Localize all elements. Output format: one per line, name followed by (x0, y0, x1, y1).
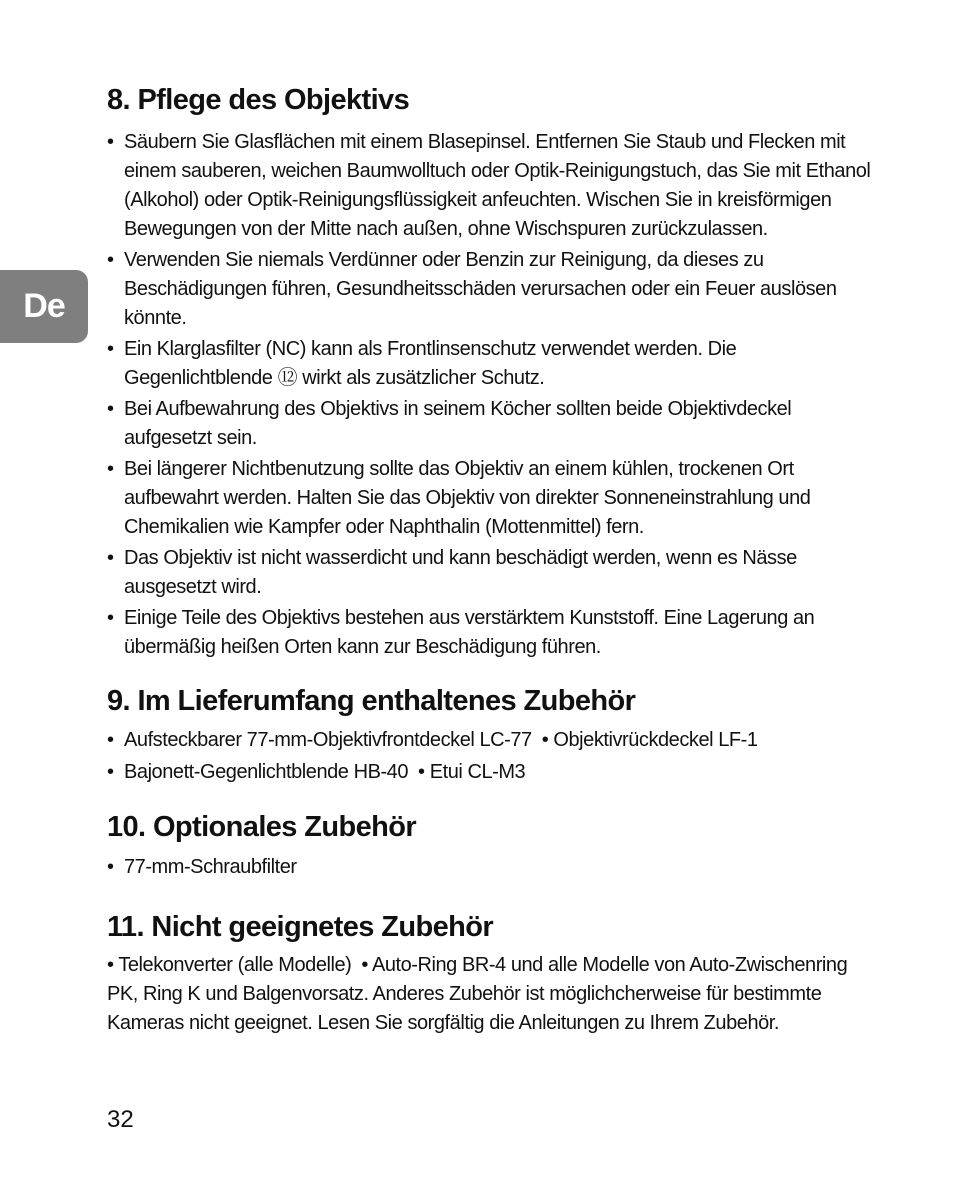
language-tab-label: De (23, 287, 65, 325)
section-incompatible-accessories (107, 907, 877, 1038)
bullet-icon: • (541, 729, 549, 751)
list-item-text: Auto-Ring BR-4 und alle Modelle von Auto-Zwischenring PK, Ring K und Balgenvorsatz. Anderes Zubehör ist möglichcherweise für bestimmte Kameras nicht geeignet. Lesen Sie sorgfältig die Anleitungen zu Ihrem Zubehör. (107, 954, 848, 1034)
list-item-text: Bajonett-Gegenlichtblende HB-40 (124, 761, 409, 783)
list-item (107, 726, 877, 755)
language-tab (0, 270, 88, 343)
bullet-icon: • (107, 761, 114, 783)
bullet-icon: • (361, 954, 368, 976)
list-item-text: Bei Aufbewahrung des Objektivs in seinem Köcher sollten beide Objektivdeckel aufgesetzt sein. (124, 398, 792, 449)
section-heading-care: 8. Pflege des Objektivs (107, 84, 410, 116)
bullet-icon: • (107, 547, 114, 569)
optional-list (107, 853, 877, 882)
list-item (107, 544, 877, 602)
list-item-text: Etui CL-M3 (429, 761, 526, 783)
list-item (107, 853, 877, 882)
bullet-icon: • (107, 398, 114, 420)
incompatible-paragraph (107, 951, 877, 1038)
bullet-icon: • (107, 131, 114, 153)
list-item-text: Einige Teile des Objektivs bestehen aus verstärktem Kunststoff. Eine Lagerung an übermäßig heißen Orten kann zur Beschädigung führen. (124, 607, 815, 658)
list-item (107, 455, 877, 542)
section-heading-optional: 10. Optionales Zubehör (107, 811, 417, 843)
bullet-icon: • (107, 729, 114, 751)
list-item-text: Bei längerer Nichtbenutzung sollte das Objektiv an einem kühlen, trockenen Ort aufbewahrt werden. Halten Sie das Objektiv von direkter Sonneneinstrahlung und Chemikalien wie Kampfer oder Naphthalin (Mottenmittel) fern. (124, 458, 811, 538)
list-item (107, 246, 877, 333)
list-item (107, 604, 877, 662)
section-lens-care (107, 80, 877, 662)
list-item-text: Säubern Sie Glasflächen mit einem Blasepinsel. Entfernen Sie Staub und Flecken mit einem sauberen, weichen Baumwolltuch oder Optik-Reinigungstuch, das Sie mit Ethanol (Alkohol) oder Optik-Reinigungsflüssigkeit anfeuchten. Wischen Sie in kreisförmigen Bewegungen von der Mitte nach außen, ohne Wischspuren zurückzulassen. (124, 131, 871, 240)
bullet-icon: • (418, 761, 425, 783)
list-item (107, 758, 877, 787)
list-item (107, 395, 877, 453)
list-item-text: Telekonverter (alle Modelle) (118, 954, 352, 976)
list-item-text: Aufsteckbarer 77-mm-Objektivfrontdeckel LC-77 (124, 729, 532, 751)
section-optional-accessories (107, 807, 877, 882)
section-supplied-accessories (107, 681, 877, 787)
list-item-text: 77-mm-Schraubfilter (124, 856, 297, 878)
list-item-text: Ein Klarglasfilter (NC) kann als Frontlinsenschutz verwendet werden. Die Gegenlichtblende ⑫ wirkt als zusätzlicher Schutz. (124, 338, 737, 389)
list-item (107, 335, 877, 393)
section-heading-incompatible: 11. Nicht geeignetes Zubehör (107, 911, 494, 943)
list-item-text: Verwenden Sie niemals Verdünner oder Benzin zur Reinigung, da dieses zu Beschädigungen führen, Gesundheitsschäden verursachen oder ein Feuer auslösen könnte. (124, 249, 837, 329)
list-item-text: Das Objektiv ist nicht wasserdicht und kann beschädigt werden, wenn es Nässe ausgesetzt wird. (124, 547, 797, 598)
page-content (107, 80, 877, 1038)
bullet-icon: • (107, 249, 114, 271)
bullet-icon: • (107, 458, 114, 480)
bullet-icon: • (107, 954, 114, 976)
bullet-icon: • (107, 856, 114, 878)
bullet-icon: • (107, 607, 114, 629)
list-item-text: Objektivrückdeckel LF-1 (553, 729, 758, 751)
bullet-icon: • (107, 338, 114, 360)
page-number: 32 (107, 1106, 134, 1133)
supplied-list (107, 726, 877, 787)
care-list (107, 128, 877, 662)
section-heading-supplied: 9. Im Lieferumfang enthaltenes Zubehör (107, 685, 636, 717)
list-item (107, 128, 877, 244)
